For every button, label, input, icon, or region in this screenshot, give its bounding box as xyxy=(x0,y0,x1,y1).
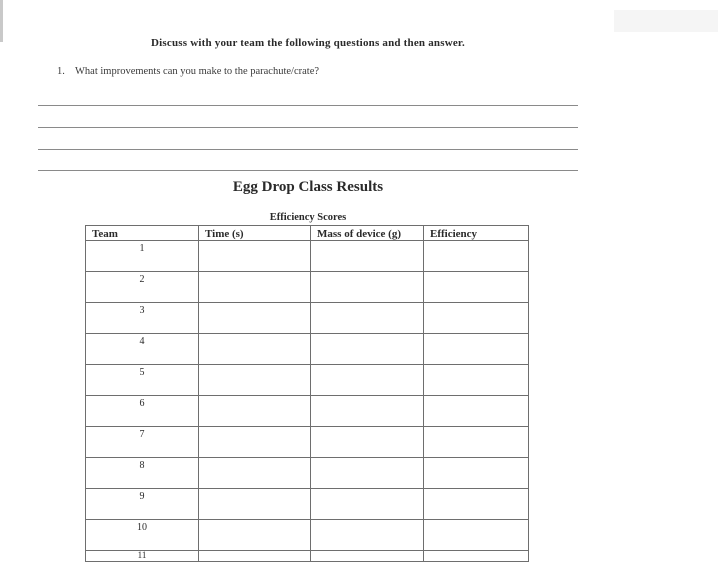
time-cell[interactable] xyxy=(199,396,311,427)
instructions-heading: Discuss with your team the following questions and then answer. xyxy=(151,37,465,49)
mass-cell[interactable] xyxy=(311,458,424,489)
left-edge-mark xyxy=(0,0,3,42)
results-subtitle: Efficiency Scores xyxy=(269,212,347,223)
table-row xyxy=(86,520,529,551)
mass-cell[interactable] xyxy=(311,334,424,365)
mass-cell[interactable] xyxy=(311,520,424,551)
table-row xyxy=(86,489,529,520)
efficiency-cell[interactable] xyxy=(424,334,529,365)
team-number-cell: 8 xyxy=(86,458,199,489)
table-row xyxy=(86,551,529,562)
question-1 xyxy=(57,66,319,77)
column-header-efficiency: Efficiency xyxy=(424,226,529,241)
team-number-cell: 5 xyxy=(86,365,199,396)
column-header-team: Team xyxy=(86,226,199,241)
time-cell[interactable] xyxy=(199,272,311,303)
answer-line xyxy=(38,149,578,150)
results-table-body xyxy=(86,241,529,562)
efficiency-cell[interactable] xyxy=(424,272,529,303)
table-row xyxy=(86,272,529,303)
table-row xyxy=(86,427,529,458)
time-cell[interactable] xyxy=(199,458,311,489)
efficiency-cell[interactable] xyxy=(424,241,529,272)
time-cell[interactable] xyxy=(199,489,311,520)
table-row xyxy=(86,241,529,272)
team-number-cell: 6 xyxy=(86,396,199,427)
efficiency-cell[interactable] xyxy=(424,551,529,562)
team-number-cell: 1 xyxy=(86,241,199,272)
team-number-cell: 3 xyxy=(86,303,199,334)
table-row xyxy=(86,303,529,334)
answer-line xyxy=(38,105,578,106)
efficiency-cell[interactable] xyxy=(424,427,529,458)
efficiency-cell[interactable] xyxy=(424,489,529,520)
team-number-cell: 2 xyxy=(86,272,199,303)
efficiency-cell[interactable] xyxy=(424,458,529,489)
team-number-cell: 9 xyxy=(86,489,199,520)
time-cell[interactable] xyxy=(199,241,311,272)
question-text: What improvements can you make to the parachute/crate? xyxy=(75,66,320,77)
efficiency-cell[interactable] xyxy=(424,396,529,427)
mass-cell[interactable] xyxy=(311,365,424,396)
results-table xyxy=(85,225,529,562)
mass-cell[interactable] xyxy=(311,551,424,562)
table-row xyxy=(86,458,529,489)
table-row xyxy=(86,334,529,365)
time-cell[interactable] xyxy=(199,427,311,458)
team-number-cell: 10 xyxy=(86,520,199,551)
answer-line xyxy=(38,170,578,171)
mass-cell[interactable] xyxy=(311,427,424,458)
results-title: Egg Drop Class Results xyxy=(232,179,384,195)
mass-cell[interactable] xyxy=(311,303,424,334)
table-row xyxy=(86,365,529,396)
table-row xyxy=(86,396,529,427)
efficiency-cell[interactable] xyxy=(424,520,529,551)
time-cell[interactable] xyxy=(199,365,311,396)
time-cell[interactable] xyxy=(199,520,311,551)
answer-line xyxy=(38,127,578,128)
question-number: 1. xyxy=(57,66,65,77)
mass-cell[interactable] xyxy=(311,489,424,520)
corner-placeholder xyxy=(614,10,718,32)
team-number-cell: 11 xyxy=(86,551,199,562)
time-cell[interactable] xyxy=(199,303,311,334)
time-cell[interactable] xyxy=(199,334,311,365)
mass-cell[interactable] xyxy=(311,396,424,427)
efficiency-cell[interactable] xyxy=(424,365,529,396)
team-number-cell: 4 xyxy=(86,334,199,365)
team-number-cell: 7 xyxy=(86,427,199,458)
efficiency-cell[interactable] xyxy=(424,303,529,334)
mass-cell[interactable] xyxy=(311,272,424,303)
time-cell[interactable] xyxy=(199,551,311,562)
column-header-time: Time (s) xyxy=(199,226,311,241)
table-header-row xyxy=(86,226,529,241)
mass-cell[interactable] xyxy=(311,241,424,272)
column-header-mass: Mass of device (g) xyxy=(311,226,424,241)
